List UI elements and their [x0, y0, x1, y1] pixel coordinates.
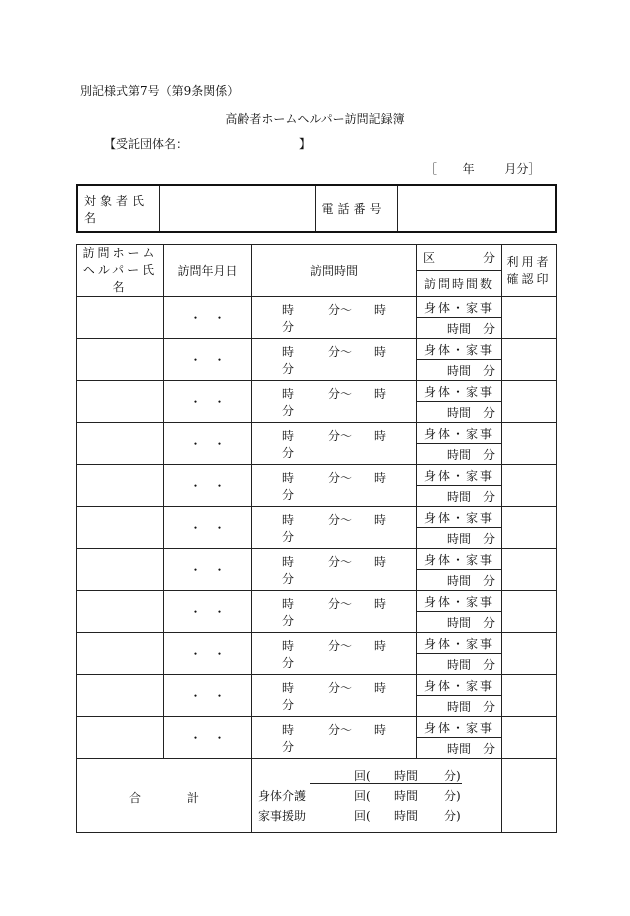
minutes-label: 分: [482, 615, 495, 630]
user-confirm-stamp-cell[interactable]: [502, 381, 557, 423]
header-helper-name: 訪問ホーム ヘルパー氏名: [77, 245, 164, 297]
time-minute-label: 分: [282, 655, 295, 670]
total-line-label: 身体介護: [258, 789, 307, 803]
hours-cell[interactable]: [417, 570, 502, 591]
minutes-label: 分: [482, 741, 495, 756]
minutes-label: 分: [482, 657, 495, 672]
totals-row: [77, 759, 557, 833]
category-cell[interactable]: 身体・家事: [417, 297, 502, 318]
visit-date-cell[interactable]: ・ ・: [164, 507, 252, 549]
category-cell[interactable]: 身体・家事: [417, 423, 502, 444]
user-confirm-stamp-cell[interactable]: [502, 423, 557, 465]
record-row: [77, 297, 557, 318]
user-confirm-stamp-cell[interactable]: [502, 465, 557, 507]
user-confirm-stamp-cell[interactable]: [502, 297, 557, 339]
count-label: 回(: [354, 809, 371, 823]
visit-record-table: [76, 244, 557, 833]
visit-date-cell[interactable]: ・ ・: [164, 591, 252, 633]
minutes-label: 分: [482, 531, 495, 546]
minutes-label: 分: [482, 573, 495, 588]
record-row: [77, 717, 557, 738]
time-minute-label: 分: [282, 529, 295, 544]
time-hour-label: 時: [282, 512, 295, 527]
phone-field[interactable]: [397, 185, 556, 232]
period-month-label: 月分］: [504, 162, 541, 176]
user-confirm-stamp-cell[interactable]: [502, 717, 557, 759]
minutes-label: 分: [482, 489, 495, 504]
total-line: [258, 787, 495, 807]
organization-bracket-close: 】: [299, 137, 312, 151]
time-minute-label: 分〜: [328, 512, 353, 527]
record-row: [77, 507, 557, 528]
time-minute-label: 分: [282, 613, 295, 628]
time-minute-label: 分〜: [328, 722, 353, 737]
header-visit-time: 訪問時間: [252, 245, 417, 297]
record-row: [77, 675, 557, 696]
minutes-label: 分): [444, 809, 461, 823]
hours-cell[interactable]: [417, 444, 502, 465]
hours-cell[interactable]: [417, 486, 502, 507]
time-minute-label: 分: [282, 571, 295, 586]
time-minute-label: 分: [282, 487, 295, 502]
period-open: ［: [425, 162, 438, 176]
hours-label: 時間: [446, 573, 471, 588]
organization-name-line: [104, 135, 312, 152]
helper-name-cell[interactable]: [77, 465, 164, 507]
subtotal-rule: [310, 783, 462, 784]
visit-date-cell[interactable]: ・ ・: [164, 717, 252, 759]
visit-time-cell[interactable]: [252, 675, 417, 717]
minutes-label: 分: [482, 321, 495, 336]
hours-cell[interactable]: [417, 738, 502, 759]
time-hour-label: 時: [282, 302, 295, 317]
category-cell[interactable]: 身体・家事: [417, 507, 502, 528]
user-confirm-stamp-cell[interactable]: [502, 633, 557, 675]
user-confirm-stamp-cell[interactable]: [502, 591, 557, 633]
organization-label: 【受託団体名：: [104, 137, 189, 151]
category-cell[interactable]: 身体・家事: [417, 339, 502, 360]
user-confirm-stamp-cell[interactable]: [502, 549, 557, 591]
time-hour-label: 時: [374, 722, 387, 737]
category-cell[interactable]: 身体・家事: [417, 591, 502, 612]
helper-name-cell[interactable]: [77, 591, 164, 633]
helper-name-cell[interactable]: [77, 549, 164, 591]
time-hour-label: 時: [374, 680, 387, 695]
time-minute-label: 分: [282, 319, 295, 334]
total-line-label: 家事援助: [258, 809, 307, 823]
document-title: 高齢者ホームヘルパー訪問記録簿: [225, 112, 405, 126]
hours-cell[interactable]: [417, 402, 502, 423]
minutes-label: 分: [482, 699, 495, 714]
hours-cell[interactable]: [417, 528, 502, 549]
time-hour-label: 時: [282, 554, 295, 569]
visit-time-cell[interactable]: [252, 591, 417, 633]
time-hour-label: 時: [374, 512, 387, 527]
time-minute-label: 分: [282, 403, 295, 418]
visit-time-cell[interactable]: [252, 423, 417, 465]
hours-cell[interactable]: [417, 654, 502, 675]
hours-label: 時間: [446, 615, 471, 630]
helper-name-cell[interactable]: [77, 339, 164, 381]
time-hour-label: 時: [282, 680, 295, 695]
period-field: [425, 160, 540, 177]
time-hour-label: 時: [374, 638, 387, 653]
time-minute-label: 分〜: [328, 554, 353, 569]
time-minute-label: 分〜: [328, 470, 353, 485]
count-label: 回(: [354, 789, 371, 803]
time-minute-label: 分: [282, 697, 295, 712]
header-category: 区 分: [417, 245, 502, 271]
form-number: 別記様式第7号（第9条関係）: [80, 84, 240, 98]
hours-label: 時間: [446, 321, 471, 336]
header-user-confirm: 利用者 確認印: [502, 245, 557, 297]
totals-label-cell: 合 計: [77, 759, 252, 833]
helper-name-cell[interactable]: [77, 297, 164, 339]
visit-time-cell[interactable]: [252, 339, 417, 381]
period-year-label: 年: [462, 162, 475, 176]
time-hour-label: 時: [374, 428, 387, 443]
total-line: [258, 767, 495, 787]
category-cell[interactable]: 身体・家事: [417, 465, 502, 486]
phone-label: 電話番号: [315, 185, 397, 232]
time-hour-label: 時: [282, 596, 295, 611]
time-hour-label: 時: [374, 344, 387, 359]
record-row: [77, 339, 557, 360]
time-hour-label: 時: [282, 344, 295, 359]
hours-label: 時間: [394, 789, 419, 803]
time-hour-label: 時: [282, 428, 295, 443]
minutes-label: 分: [482, 447, 495, 462]
time-minute-label: 分: [282, 445, 295, 460]
visit-date-cell[interactable]: ・ ・: [164, 339, 252, 381]
visit-time-cell[interactable]: [252, 381, 417, 423]
time-hour-label: 時: [374, 554, 387, 569]
visit-date-cell[interactable]: ・ ・: [164, 633, 252, 675]
hours-label: 時間: [446, 741, 471, 756]
record-row: [77, 465, 557, 486]
record-row: [77, 423, 557, 444]
time-hour-label: 時: [374, 596, 387, 611]
client-name-label: 対象者氏名: [77, 185, 159, 232]
hours-cell[interactable]: [417, 696, 502, 717]
time-minute-label: 分〜: [328, 344, 353, 359]
count-label: 回(: [354, 769, 371, 783]
hours-cell[interactable]: [417, 360, 502, 381]
helper-name-cell[interactable]: [77, 675, 164, 717]
time-hour-label: 時: [374, 386, 387, 401]
visit-time-cell[interactable]: [252, 633, 417, 675]
visit-time-cell[interactable]: [252, 465, 417, 507]
header-visit-hours: 訪問時間数: [417, 271, 502, 297]
time-minute-label: 分〜: [328, 386, 353, 401]
visit-date-cell[interactable]: ・ ・: [164, 381, 252, 423]
record-row: [77, 549, 557, 570]
helper-name-cell[interactable]: [77, 717, 164, 759]
minutes-label: 分: [482, 405, 495, 420]
visit-time-cell[interactable]: [252, 507, 417, 549]
totals-value-cell[interactable]: [252, 759, 502, 833]
time-hour-label: 時: [282, 386, 295, 401]
visit-time-cell[interactable]: [252, 297, 417, 339]
visit-time-cell[interactable]: [252, 717, 417, 759]
hours-label: 時間: [446, 531, 471, 546]
visit-date-cell[interactable]: ・ ・: [164, 297, 252, 339]
minutes-label: 分): [444, 769, 461, 783]
client-info-table: [76, 184, 557, 233]
visit-date-cell[interactable]: ・ ・: [164, 549, 252, 591]
minutes-label: 分): [444, 789, 461, 803]
visit-date-cell[interactable]: ・ ・: [164, 423, 252, 465]
record-row: [77, 633, 557, 654]
helper-name-cell[interactable]: [77, 381, 164, 423]
hours-label: 時間: [446, 489, 471, 504]
visit-date-cell[interactable]: ・ ・: [164, 465, 252, 507]
helper-name-cell[interactable]: [77, 633, 164, 675]
time-minute-label: 分〜: [328, 638, 353, 653]
total-line: [258, 807, 495, 827]
time-minute-label: 分〜: [328, 596, 353, 611]
category-cell[interactable]: 身体・家事: [417, 717, 502, 738]
record-row: [77, 381, 557, 402]
hours-label: 時間: [446, 657, 471, 672]
totals-confirm-cell[interactable]: [502, 759, 557, 833]
time-minute-label: 分: [282, 739, 295, 754]
time-hour-label: 時: [282, 722, 295, 737]
helper-name-cell[interactable]: [77, 423, 164, 465]
time-minute-label: 分〜: [328, 428, 353, 443]
category-cell[interactable]: 身体・家事: [417, 675, 502, 696]
category-cell[interactable]: 身体・家事: [417, 381, 502, 402]
user-confirm-stamp-cell[interactable]: [502, 675, 557, 717]
header-visit-date: 訪問年月日: [164, 245, 252, 297]
visit-date-cell[interactable]: ・ ・: [164, 675, 252, 717]
hours-label: 時間: [446, 405, 471, 420]
client-name-field[interactable]: [159, 185, 315, 232]
hours-label: 時間: [394, 809, 419, 823]
hours-label: 時間: [446, 699, 471, 714]
hours-label: 時間: [446, 363, 471, 378]
minutes-label: 分: [482, 363, 495, 378]
hours-label: 時間: [394, 769, 419, 783]
time-minute-label: 分〜: [328, 680, 353, 695]
category-cell[interactable]: 身体・家事: [417, 549, 502, 570]
helper-name-cell[interactable]: [77, 507, 164, 549]
category-cell[interactable]: 身体・家事: [417, 633, 502, 654]
hours-label: 時間: [446, 447, 471, 462]
visit-time-cell[interactable]: [252, 549, 417, 591]
user-confirm-stamp-cell[interactable]: [502, 339, 557, 381]
record-row: [77, 591, 557, 612]
time-hour-label: 時: [374, 470, 387, 485]
time-minute-label: 分: [282, 361, 295, 376]
time-hour-label: 時: [374, 302, 387, 317]
time-hour-label: 時: [282, 470, 295, 485]
time-hour-label: 時: [282, 638, 295, 653]
user-confirm-stamp-cell[interactable]: [502, 507, 557, 549]
hours-cell[interactable]: [417, 318, 502, 339]
hours-cell[interactable]: [417, 612, 502, 633]
time-minute-label: 分〜: [328, 302, 353, 317]
